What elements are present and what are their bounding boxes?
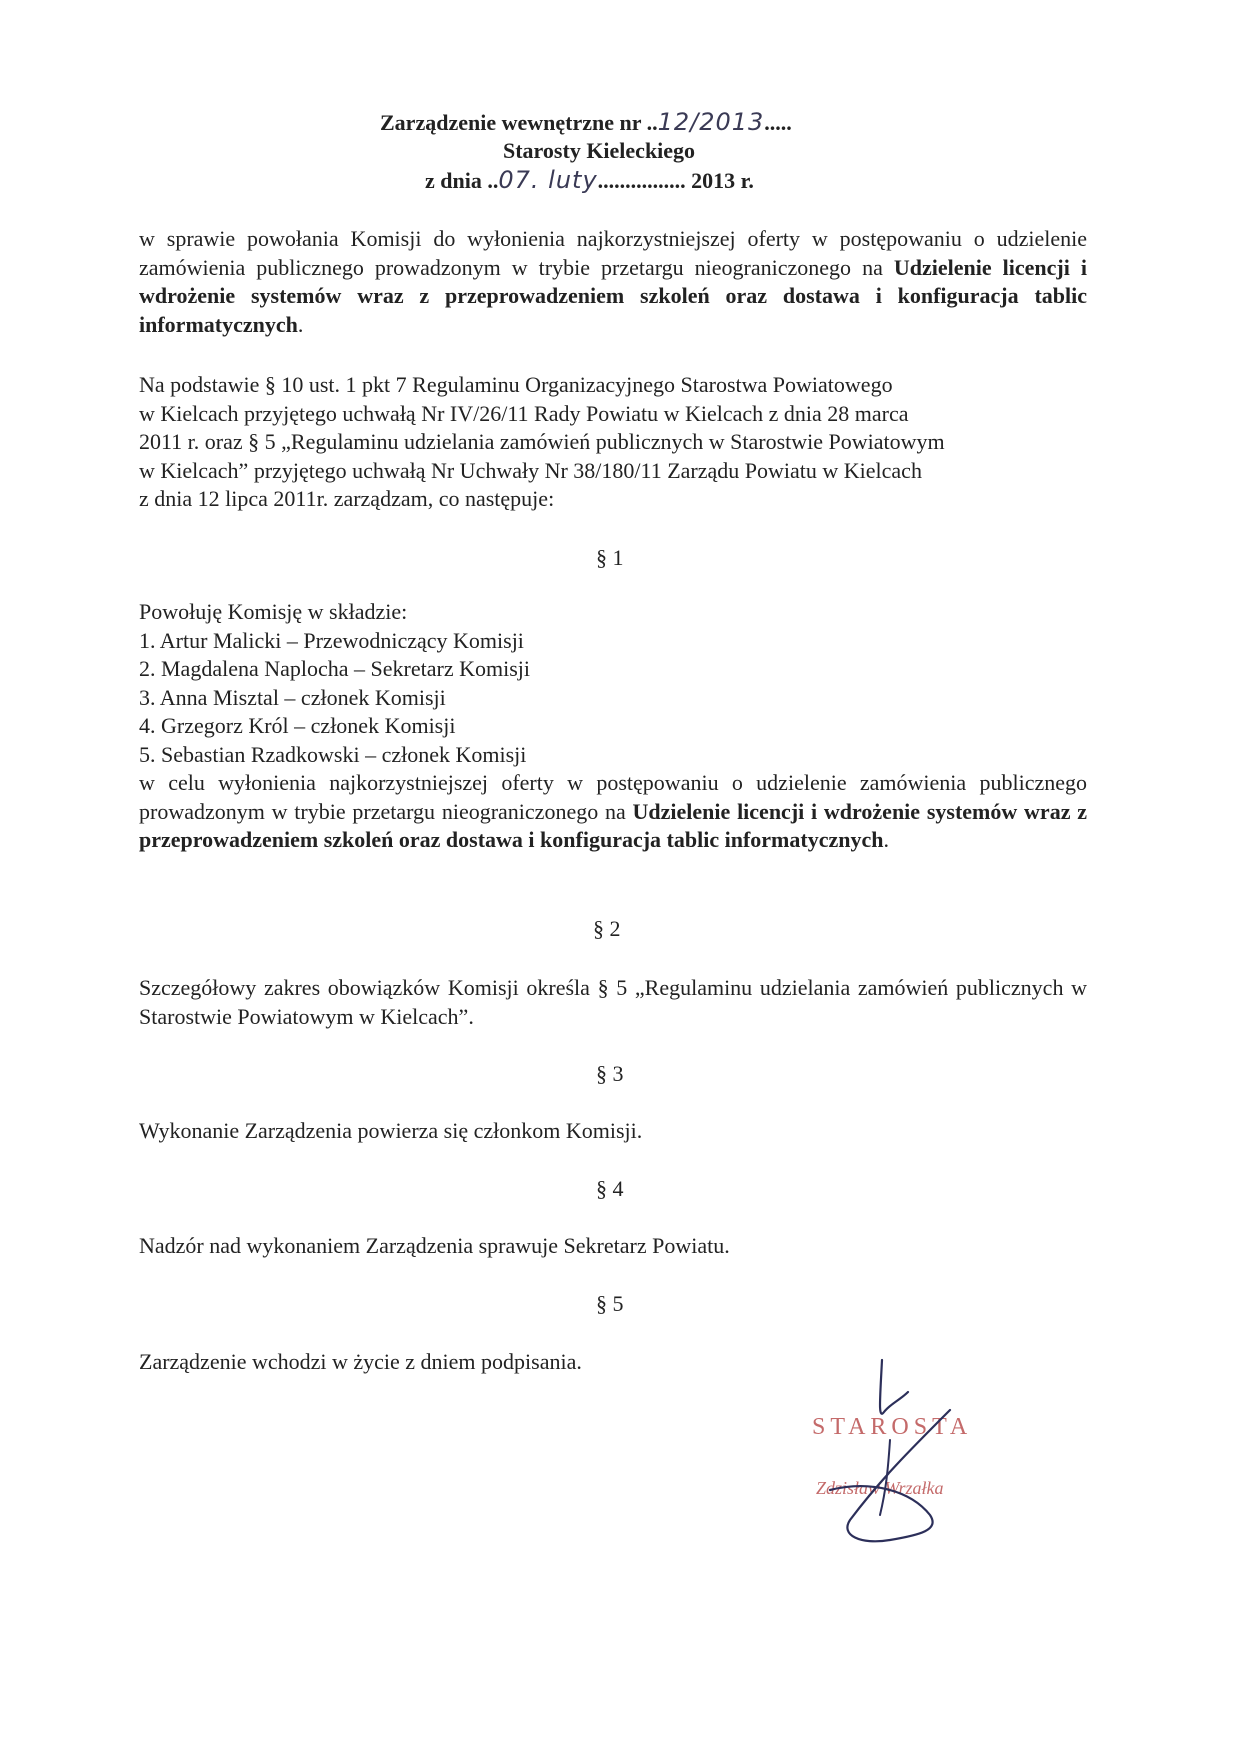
legal-basis-paragraph bbox=[139, 371, 1087, 514]
legal-basis-line: Na podstawie § 10 ust. 1 pkt 7 Regulaminu Organizacyjnego Starostwa Powiatowego bbox=[139, 372, 893, 397]
handwritten-order-number: 12/2013 bbox=[657, 108, 765, 136]
section-5-heading: § 5 bbox=[596, 1291, 624, 1316]
order-title-dots: ..... bbox=[764, 110, 792, 135]
section-1-heading: § 1 bbox=[596, 545, 624, 570]
stamp-title: STAROSTA bbox=[812, 1414, 973, 1440]
committee-intro: Powołuję Komisję w składzie: bbox=[139, 599, 408, 624]
section-3-heading: § 3 bbox=[596, 1061, 624, 1086]
section-1-body bbox=[139, 598, 1087, 855]
order-date bbox=[425, 166, 754, 194]
section-3-text: Wykonanie Zarządzenia powierza się członkom Komisji. bbox=[139, 1118, 643, 1143]
purpose-text: w celu wyłonienia najkorzystniejszej oferty w postępowaniu o udzielenie zamówienia publicznego prowadzonym w trybie przetargu nieograniczonego na bbox=[139, 770, 1087, 824]
committee-member: 3. Anna Misztal – członek Komisji bbox=[139, 684, 446, 710]
committee-member: 2. Magdalena Naplocha – Sekretarz Komisji bbox=[139, 656, 530, 681]
date-tail: ................ 2013 r. bbox=[597, 168, 754, 193]
subject-bold-text: Udzielenie licencji i wdrożenie systemów wraz z przeprowadzeniem szkoleń oraz dostawa i konfiguracja tablic informatycznych bbox=[139, 254, 1087, 337]
committee-member: 5. Sebastian Rzadkowski – członek Komisji bbox=[139, 741, 527, 767]
stamp-name: Zdzisław Wrzałka bbox=[816, 1478, 944, 1498]
legal-basis-line: 2011 r. oraz § 5 „Regulaminu udzielania zamówień publicznych w Starostwie Powiatowym bbox=[139, 429, 945, 454]
section-4-heading: § 4 bbox=[596, 1176, 624, 1201]
section-2-text: Szczegółowy zakres obowiązków Komisji określa § 5 „Regulaminu udzielania zamówień publicznych w Starostwie Powiatowym w Kielcach”. bbox=[139, 975, 1087, 1029]
issuer-name: Starosty Kieleckiego bbox=[503, 138, 696, 163]
section-2-heading: § 2 bbox=[593, 916, 621, 941]
legal-basis-line: z dnia 12 lipca 2011r. zarządzam, co następuje: bbox=[139, 486, 555, 511]
handwritten-date: 07. luty bbox=[498, 166, 598, 194]
subject-paragraph bbox=[139, 225, 1087, 339]
section-5-text: Zarządzenie wchodzi w życie z dniem podpisania. bbox=[139, 1349, 582, 1374]
committee-member: 4. Grzegorz Król – członek Komisji bbox=[139, 713, 456, 738]
committee-member: 1. Artur Malicki – Przewodniczący Komisji bbox=[139, 627, 524, 653]
order-title-text: Zarządzenie wewnętrzne nr .. bbox=[380, 110, 658, 135]
subject-end: . bbox=[297, 311, 304, 337]
section-4-text: Nadzór nad wykonaniem Zarządzenia sprawuje Sekretarz Powiatu. bbox=[139, 1233, 730, 1258]
subject-text: w sprawie powołania Komisji do wyłonienia najkorzystniejszej oferty w postępowaniu o udzielenie zamówienia publicznego prowadzonym w trybie przetargu nieograniczonego na bbox=[139, 226, 1087, 280]
date-label: z dnia .. bbox=[425, 168, 499, 193]
purpose-end: . bbox=[883, 827, 889, 852]
legal-basis-line: w Kielcach przyjętego uchwałą Nr IV/26/11 Rady Powiatu w Kielcach z dnia 28 marca bbox=[139, 400, 909, 426]
signature-icon bbox=[790, 1340, 1000, 1560]
legal-basis-line: w Kielcach” przyjętego uchwałą Nr Uchwały Nr 38/180/11 Zarządu Powiatu w Kielcach bbox=[139, 457, 922, 483]
purpose-bold-text: Udzielenie licencji i wdrożenie systemów wraz z przeprowadzeniem szkoleń oraz dostawa i konfiguracja tablic informatycznych bbox=[139, 798, 1087, 852]
order-title bbox=[380, 108, 792, 136]
